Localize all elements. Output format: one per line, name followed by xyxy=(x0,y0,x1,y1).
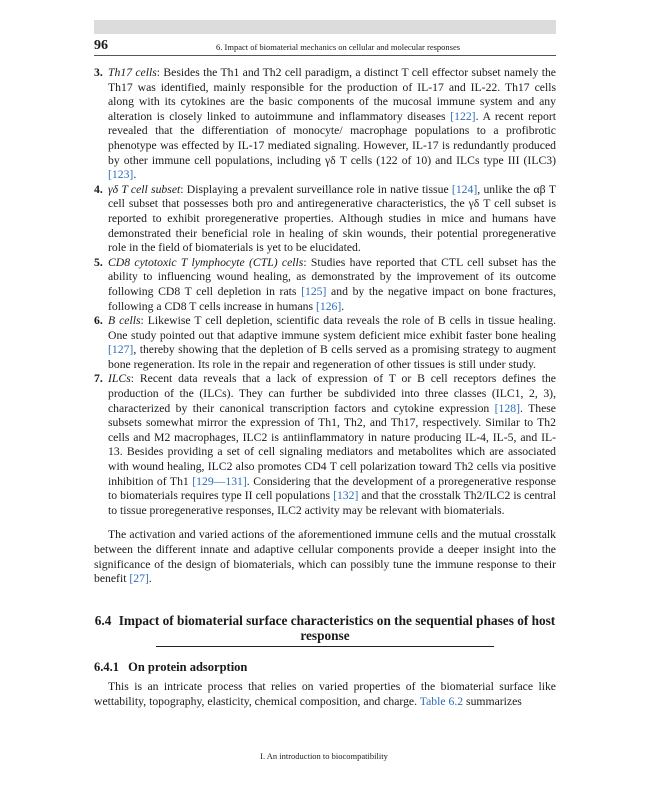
text-run: . xyxy=(341,299,345,313)
list-item xyxy=(94,66,556,183)
subsection-number: 6.4.1 xyxy=(94,659,119,674)
text-run: : Besides the Th1 and Th2 cell paradigm, a distinct T cell effector subset namely the Th17 was identified, mainly responsible for the production of IL-17 and IL-22. Th17 cells along with its cytokines are the basic components of the mucosal immune system and any alteration is closely linked to autoimmune and inflammatory diseases xyxy=(108,66,556,123)
text-run: : Recent data reveals that a lack of expression of T or B cell receptors defines the production of the (ILCs). They can further be subdivided into three classes (ILC1, 2, 3), characterized by their canonical transcription factors and cytokine expression xyxy=(108,372,556,415)
header-band xyxy=(94,20,556,34)
text-run: This is an intricate process that relies on varied properties of the biomaterial surface like wettability, topography, elasticity, chemical composition, and charge. xyxy=(94,680,556,708)
text-run: , unlike the αβ T cell subset that possesses both pro and antiregenerative characteristics, the γδ T cell subset is reported to exhibit proregenerative properties. Although studies in mice and humans have demonstrated their beneficial role in healing of skin wounds, their potential proregenerative role in the field of biomaterials is yet to be elucidated. xyxy=(108,182,556,255)
cell-type-list xyxy=(94,66,556,518)
citation-link[interactable]: [129—131] xyxy=(192,474,247,488)
citation-link[interactable]: [125] xyxy=(301,284,327,298)
text-run: . Considering that the development of a proregenerative response to biomaterials requires type II cell populations xyxy=(108,474,556,503)
list-item-number: 5. xyxy=(94,255,103,269)
citation-link[interactable]: [122] xyxy=(450,109,476,123)
page-footer: I. An introduction to biocompatibility xyxy=(260,751,388,761)
text-run: : Displaying a prevalent surveillance role in native tissue xyxy=(180,182,452,196)
body-paragraph xyxy=(94,528,556,586)
citation-link[interactable]: Table 6.2 xyxy=(419,694,464,708)
text-run: The activation and varied actions of the aforementioned immune cells and the mutual crosstalk between the different innate and adaptive cellular components provide a deeper insight into the significance of the design of biomaterials, which can possibly tune the immune response to their benefit xyxy=(94,528,556,586)
list-item xyxy=(94,183,556,256)
text-run: . xyxy=(148,572,152,586)
text-run: , thereby showing that the depletion of B cells served as a promising strategy to augment bone regeneration. Its role in the repair and regeneration of other tissues is still under study. xyxy=(108,343,556,371)
page-header xyxy=(94,36,556,56)
subsection-title: On protein adsorption xyxy=(128,659,248,674)
list-item-lead: ILCs xyxy=(108,372,131,386)
citation-link[interactable]: [127] xyxy=(108,343,134,357)
citation-link[interactable]: [123] xyxy=(108,168,134,182)
list-item xyxy=(94,372,556,518)
text-run: : Likewise T cell depletion, scientific data reveals the role of B cells in tissue healing. One study pointed out that adaptive immune system deficient mice exhibit faster bone healing xyxy=(108,314,556,342)
list-item-number: 4. xyxy=(94,182,103,196)
text-run: . These subsets somewhat mirror the expression of Th1, Th2, and Th17, respectively. Similar to Th2 cells and M2 macrophages, ILC2 is antiinflammatory in nature producing IL-4, IL-5, and IL-13. Besides providing a set of cell signaling mediators and metabolites which are associated with wound healing, ILC2 also promotes CD4 T cell polarization toward Th2 cells via positive inhibition of Th1 xyxy=(108,401,556,488)
text-run: . A recent report revealed that the differentiation of monocyte/ macrophage populations to a profibrotic phenotype was effected by IL-17 mediated signaling. However, IL-17 is redundantly produced by other immune cell populations, including γδ T cells (122 of 10) and ILCs type III (ILC3) xyxy=(108,109,556,167)
text-run: and by the negative impact on bone fractures, following a CD8 T cells increase in humans xyxy=(108,284,556,313)
section-heading xyxy=(94,613,556,644)
page-body xyxy=(94,66,556,710)
list-item-number: 7. xyxy=(94,372,103,386)
page-number: 96 xyxy=(94,38,108,53)
text-run: . xyxy=(133,168,137,182)
subsection-heading xyxy=(94,660,556,675)
list-item xyxy=(94,256,556,314)
citation-link[interactable]: [124] xyxy=(451,182,478,196)
text-run: summarizes xyxy=(463,694,522,708)
citation-link[interactable]: [132] xyxy=(333,489,359,503)
list-item-lead: B cells xyxy=(108,314,141,328)
section-number: 6.4 xyxy=(94,612,112,628)
list-item-lead: γδ T cell subset xyxy=(108,182,181,196)
list-item-number: 3. xyxy=(94,66,103,79)
list-item-lead: Th17 cells xyxy=(108,66,157,79)
section-rule xyxy=(156,646,494,647)
list-item xyxy=(94,314,556,372)
body-paragraph xyxy=(94,680,556,709)
text-run: and that the crosstalk Th2/ILC2 is central to tissue proregenerative responses, ILC2 activity may be relevant with biomaterials. xyxy=(108,489,556,517)
citation-link[interactable]: [27] xyxy=(129,572,149,586)
citation-link[interactable]: [128] xyxy=(494,401,520,415)
citation-link[interactable]: [126] xyxy=(315,299,342,313)
section-title: Impact of biomaterial surface characteristics on the sequential phases of host response xyxy=(118,612,556,644)
list-item-lead: CD8 cytotoxic T lymphocyte (CTL) cells xyxy=(108,255,304,269)
list-item-number: 6. xyxy=(94,314,103,328)
running-title: 6. Impact of biomaterial mechanics on cellular and molecular responses xyxy=(216,42,461,52)
text-run: : Studies have reported that CTL cell subset has the ability to influencing wound healing, as demonstrated by the improvement of its outcome following CD8 T cell depletion in rats xyxy=(108,255,556,298)
